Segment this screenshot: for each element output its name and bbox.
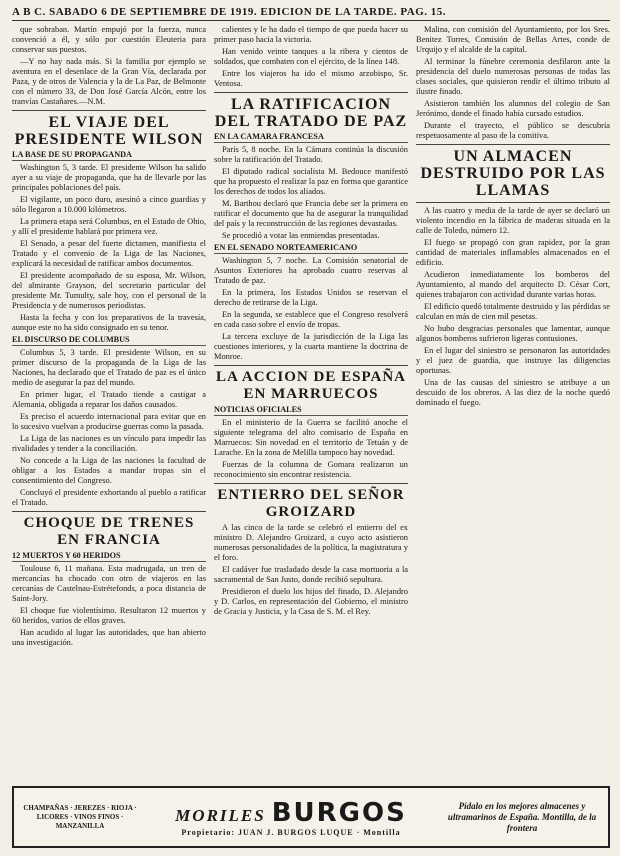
- article-paragraph: El diputado radical socialista M. Bedouce manifestó que ha propuesto el realizar la paz en forma que garantice los derechos de todos los aliados.: [214, 167, 408, 196]
- divider: [214, 483, 408, 484]
- lead-paragraph: Malina, con comisión del Ayuntamiento, por los Sres. Benitez Torres, Comisión de Bellas Artes, conde de Urquijo y el alcalde de la capital.: [416, 25, 610, 54]
- headline-groizard: ENTIERRO DEL SEÑOR GROIZARD: [217, 487, 405, 520]
- lead-paragraph: que sobraban. Martín empujó por la fuerza, nunca convenció a él, y sólo por cuestión Eleuteria para conservar sus puestos.: [12, 25, 206, 54]
- article-paragraph: Se procedió a votar las enmiendas presentadas.: [222, 231, 380, 240]
- divider: [416, 144, 610, 145]
- article-paragraph: Washington 5, 3 tarde. El presidente Wilson ha salido ayer a su viaje de propaganda, que ha de llevarle por las principales poblaciones del país.: [12, 163, 206, 192]
- article-paragraph: En la segunda, se establece que el Congreso resolverá en cada caso sobre el envío de tropas.: [214, 310, 408, 329]
- lead-paragraph: Al terminar la fúnebre ceremonia desfilaron ante la presidencia del duelo numerosas personas de todas las clases sociales, que quisieron rendir el último tributo al ilustre finado.: [416, 57, 610, 96]
- lead-paragraph: Han venido veinte tanques a la ribera y cientos de soldados, que combaten con el ejército, de la línea 148.: [214, 47, 408, 66]
- divider: [214, 92, 408, 93]
- headline-morocco: LA ACCION DE ESPAÑA EN MARRUECOS: [216, 369, 406, 402]
- article-paragraph: El edificio quedó totalmente destruido y las pérdidas se calculan en más de cien mil pesetas.: [416, 302, 610, 321]
- running-head: A B C. SABADO 6 DE SEPTIEMBRE DE 1919. EDICION DE LA TARDE. PAG. 15.: [12, 6, 610, 21]
- headline-trains: CHOQUE DE TRENES EN FRANCIA: [23, 515, 195, 548]
- article-paragraph: Concluyó el presidente exhortando al pueblo a ratificar el Tratado.: [12, 488, 206, 507]
- ad-prefix: MORILES: [175, 805, 266, 825]
- article-paragraph: No concede a la Liga de las naciones la facultad de obligar a los Estados a mandar tropas sin el consentimiento del Congreso.: [12, 456, 206, 485]
- headline-fire: UN ALMACEN DESTRUIDO POR LAS LLAMAS: [420, 148, 606, 199]
- article-paragraph: La primera etapa será Columbus, en el Estado de Ohio, y allí el presidente hablará por primera vez.: [12, 217, 206, 236]
- article-paragraph: Washington 5, 7 noche. La Comisión senatorial de Asuntos Exteriores ha aprobado cuatro reservas al Tratado de paz.: [214, 256, 408, 285]
- headline-wilson: EL VIAJE DEL PRESIDENTE WILSON: [14, 114, 204, 148]
- column-3: [416, 25, 610, 783]
- article-paragraph: M. Barthou declaró que Francia debe ser la primera en ratificar el documento que ha de asegurar la tranquilidad del país y la reconstrucción de las regiones devastadas.: [214, 199, 408, 228]
- article-paragraph: La Liga de las naciones es un vínculo para impedir las rivalidades y tender a la conciliación.: [12, 434, 206, 453]
- lead-paragraph: Entre los viajeros ha ido el mismo arzobispo, Sr. Ventosa.: [214, 69, 408, 88]
- subhead: LA BASE DE SU PROPAGANDA: [12, 150, 206, 161]
- subhead: NOTICIAS OFICIALES: [214, 405, 408, 416]
- ad-slogan: Pídalo en los mejores almacenes y ultramarinos de España. Montilla, de la frontera: [447, 800, 597, 833]
- subhead: EN EL SENADO NORTEAMERICANO: [214, 243, 408, 254]
- divider: [214, 365, 408, 366]
- article-paragraph: En primer lugar, el Tratado tiende a castigar a Alemania, obligada a reparar los daños causados.: [12, 390, 206, 409]
- article-paragraph: El presidente acompañado de su esposa, Mr. Wilson, del almirante Grayson, del secretario particular del presidente Mr. Tumulty, sale hoy, con el personal de la Presidencia y de numerosos periodistas.: [12, 271, 206, 310]
- article-paragraph: El cadáver fue trasladado desde la casa mortuoria a la sacramental de San Justo, donde recibió sepultura.: [214, 565, 408, 584]
- article-paragraph: Han acudido al lugar las autoridades, que han abierto una investigación.: [12, 628, 206, 647]
- advertisement: [12, 786, 610, 848]
- article-paragraph: Toulouse 6, 11 mañana. Esta madrugada, un tren de mercancías ha chocado con otro de viajeros en las cercanías de Castelnau-Estrétefonds, a poca distancia de Saint-Jory.: [12, 564, 206, 603]
- article-paragraph: El choque fue violentísimo. Resultaron 12 muertos y 60 heridos, varios de ellos graves.: [12, 606, 206, 625]
- article-paragraph: París 5, 8 noche. En la Cámara continúa la discusión sobre la ratificación del Tratado.: [214, 145, 408, 164]
- ad-owner: Propietario: JUAN J. BURGOS LUQUE · Montilla: [181, 827, 401, 837]
- lead-paragraph: Asistieron también los alumnos del colegio de San Jerónimo, donde el finado había cursado estudios.: [416, 99, 610, 118]
- ad-center: [140, 798, 442, 837]
- column-2: [214, 25, 408, 783]
- article-paragraph: No hubo desgracias personales que lamentar, aunque algunos bomberos sufrieron ligeras contusiones.: [416, 324, 610, 343]
- columns: [12, 25, 610, 783]
- subhead: 12 MUERTOS Y 60 HERIDOS: [12, 551, 206, 562]
- ad-brand-name: BURGOS: [271, 797, 407, 828]
- article-paragraph: Acudieron inmediatamente los bomberos del Ayuntamiento, al mando del arquitecto D. César Cort, quienes trabajaron con actividad durante varias horas.: [416, 270, 610, 299]
- article-paragraph: Fuerzas de la columna de Gomara realizaron un reconocimiento sin encontrar resistencia.: [214, 460, 408, 479]
- article-paragraph: El vigilante, un poco duro, asesinó a cinco guardias y sólo llegaron a 10.000 kilómetros.: [12, 195, 206, 214]
- article-paragraph: La tercera excluye de la jurisdicción de la Liga las cuestiones interiores, y la cuarta mantiene la doctrina de Monroe.: [214, 332, 408, 361]
- subhead: EL DISCURSO DE COLUMBUS: [12, 335, 206, 346]
- article-paragraph: Es preciso el acuerdo internacional para evitar que en lo sucesivo vuelvan a producirse guerras como la pasada.: [12, 412, 206, 431]
- article-paragraph: En el ministerio de la Guerra se facilitó anoche el siguiente telegrama del alto comisario de España en Marruecos: Sin novedad en el territorio de Tetuán y de Larache. En la zona de Melilla tampoco hay novedad.: [214, 418, 408, 457]
- lead-paragraph: Durante el trayecto, el público se descubría respetuosamente al paso de la comitiva.: [416, 121, 610, 140]
- column-1: [12, 25, 206, 783]
- article-paragraph: Columbus 5, 3 tarde. El presidente Wilson, en su primer discurso de la propaganda de la Liga de las Naciones, ha declarado que el Tratado de paz es el único medio de asegurar la paz del mundo.: [12, 348, 206, 387]
- divider: [12, 110, 206, 111]
- article-paragraph: Hasta la fecha y con los preparativos de la travesía, aunque este no ha sido consignado en su tenor.: [12, 313, 206, 332]
- headline-treaty: LA RATIFICACION DEL TRATADO DE PAZ: [214, 96, 408, 130]
- article-paragraph: El Senado, a pesar del fuerte dictamen, manifiesta el Tratado y el convenio de la Liga de las Naciones, explicará la necesidad de ratificar ambos documentos.: [12, 239, 206, 268]
- divider: [12, 511, 206, 512]
- article-paragraph: A las cuatro y media de la tarde de ayer se declaró un violento incendio en la fábrica de maderas situada en la calle de Toledo, número 12.: [416, 206, 610, 235]
- ad-product-list: CHAMPAÑAS · JEREZES · RIOJA · LICORES · VINOS FINOS · MANZANILLA: [23, 803, 137, 830]
- article-paragraph: En el lugar del siniestro se personaron las autoridades y el juez de guardia, que instruye las diligencias oportunas.: [416, 346, 610, 375]
- subhead: EN LA CAMARA FRANCESA: [214, 132, 408, 143]
- lead-paragraph: —Y no hay nada más. Si la familia por ejemplo se aventura en el desenlace de la Gran Vía, declarada por Paza, y de otros de Valencia y la de La Paz, de Belmonte con el número 33, de Don José García Alcón, entre los tranvías Castañares.—N.M.: [12, 57, 206, 106]
- article-paragraph: En la primera, los Estados Unidos se reservan el derecho de retirarse de la Liga.: [214, 288, 408, 307]
- ad-brand: [140, 798, 442, 828]
- divider: [416, 202, 610, 203]
- article-paragraph: A las cinco de la tarde se celebró el entierro del ex ministro D. Alejandro Groizard, a cuyo acto asistieron numerosas personalidades de la política, la magistratura y el foro.: [214, 523, 408, 562]
- article-paragraph: Presidieron el duelo los hijos del finado, D. Alejandro y D. Carlos, en representación del Gobierno, el ministro de Gracia y Justicia, y la Casa de S. M. el Rey.: [214, 587, 408, 616]
- article-paragraph: El fuego se propagó con gran rapidez, por la gran cantidad de materiales inflamables almacenados en el edificio.: [416, 238, 610, 267]
- article-paragraph: Una de las causas del siniestro se atribuye a un descuido de los obreros. A las diez de la noche quedó dominado el fuego.: [416, 378, 610, 407]
- lead-paragraph: calientes y le ha dado el tiempo de que pueda hacer su primer paso hacia la victoria.: [214, 25, 408, 44]
